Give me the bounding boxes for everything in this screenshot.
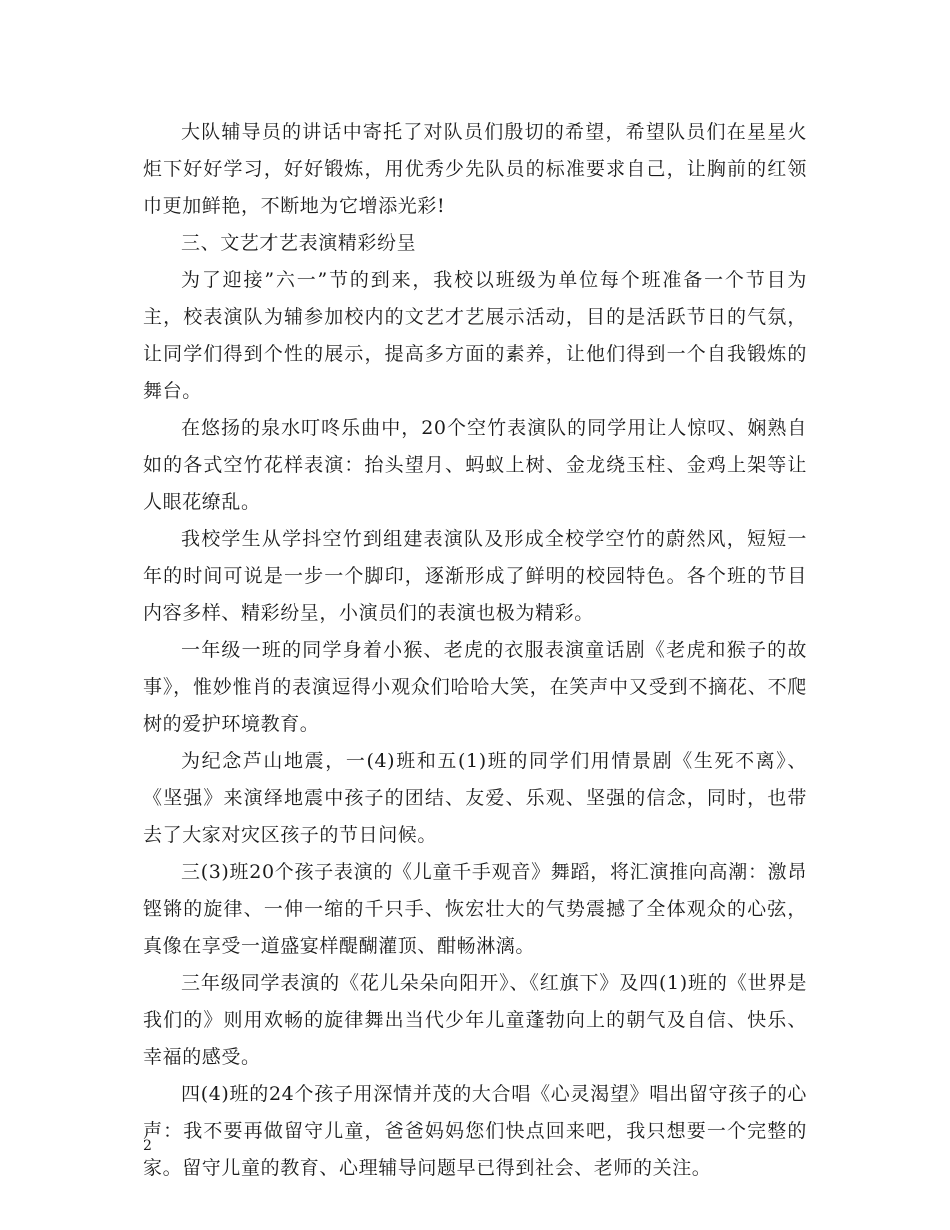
paragraph: 为了迎接”六一”节的到来，我校以班级为单位每个班准备一个节目为主，校表演队为辅参加校内的文艺才艺展示活动，目的是活跃节日的气氛，让同学们得到个性的展示，提高多方面的素养，让他们得到一个自我锻炼的舞台。	[143, 269, 807, 402]
section-heading: 三、文艺才艺表演精彩纷呈	[181, 232, 417, 254]
paragraph: 三年级同学表演的《花儿朵朵向阳开》、《红旗下》及四(1)班的《世界是我们的》则用欢畅的旋律舞出当代少年儿童蓬勃向上的朝气及自信、快乐、幸福的感受。	[143, 972, 807, 1068]
paragraph: 四(4)班的24个孩子用深情并茂的大合唱《心灵渴望》唱出留守孩子的心声：我不要再做留守儿童，爸爸妈妈您们快点回来吧，我只想要一个完整的家。留守儿童的教育、心理辅导问题早已得到社会、老师的关注。	[143, 1083, 807, 1179]
paragraph: 为纪念芦山地震，一(4)班和五(1)班的同学们用情景剧《生死不离》、《坚强》来演绎地震中孩子的团结、友爱、乐观、坚强的信念，同时，也带去了大家对灾区孩子的节日问候。	[143, 750, 807, 846]
paragraph: 我校学生从学抖空竹到组建表演队及形成全校学空竹的蔚然风，短短一年的时间可说是一步一个脚印，逐渐形成了鲜明的校园特色。各个班的节目内容多样、精彩纷呈，小演员们的表演也极为精彩。	[143, 528, 807, 624]
page-number: 2	[143, 1138, 152, 1154]
paragraph: 在悠扬的泉水叮咚乐曲中，20个空竹表演队的同学用让人惊叹、娴熟自如的各式空竹花样表演：抬头望月、蚂蚁上树、金龙绕玉柱、金鸡上架等让人眼花缭乱。	[143, 417, 807, 513]
paragraph: 一年级一班的同学身着小猴、老虎的衣服表演童话剧《老虎和猴子的故事》，惟妙惟肖的表演逗得小观众们哈哈大笑，在笑声中又受到不摘花、不爬树的爱护环境教育。	[143, 639, 807, 735]
document-body	[143, 114, 807, 1187]
paragraph: 三(3)班20个孩子表演的《儿童千手观音》舞蹈，将汇演推向高潮：激昂铿锵的旋律、一伸一缩的千只手、恢宏壮大的气势震撼了全体观众的心弦，真像在享受一道盛宴样醍醐灌顶、酣畅淋漓。	[143, 861, 807, 957]
paragraph: 大队辅导员的讲话中寄托了对队员们殷切的希望，希望队员们在星星火炬下好好学习，好好锻炼，用优秀少先队员的标准要求自己，让胸前的红领巾更加鲜艳，不断地为它增添光彩!	[143, 121, 807, 217]
